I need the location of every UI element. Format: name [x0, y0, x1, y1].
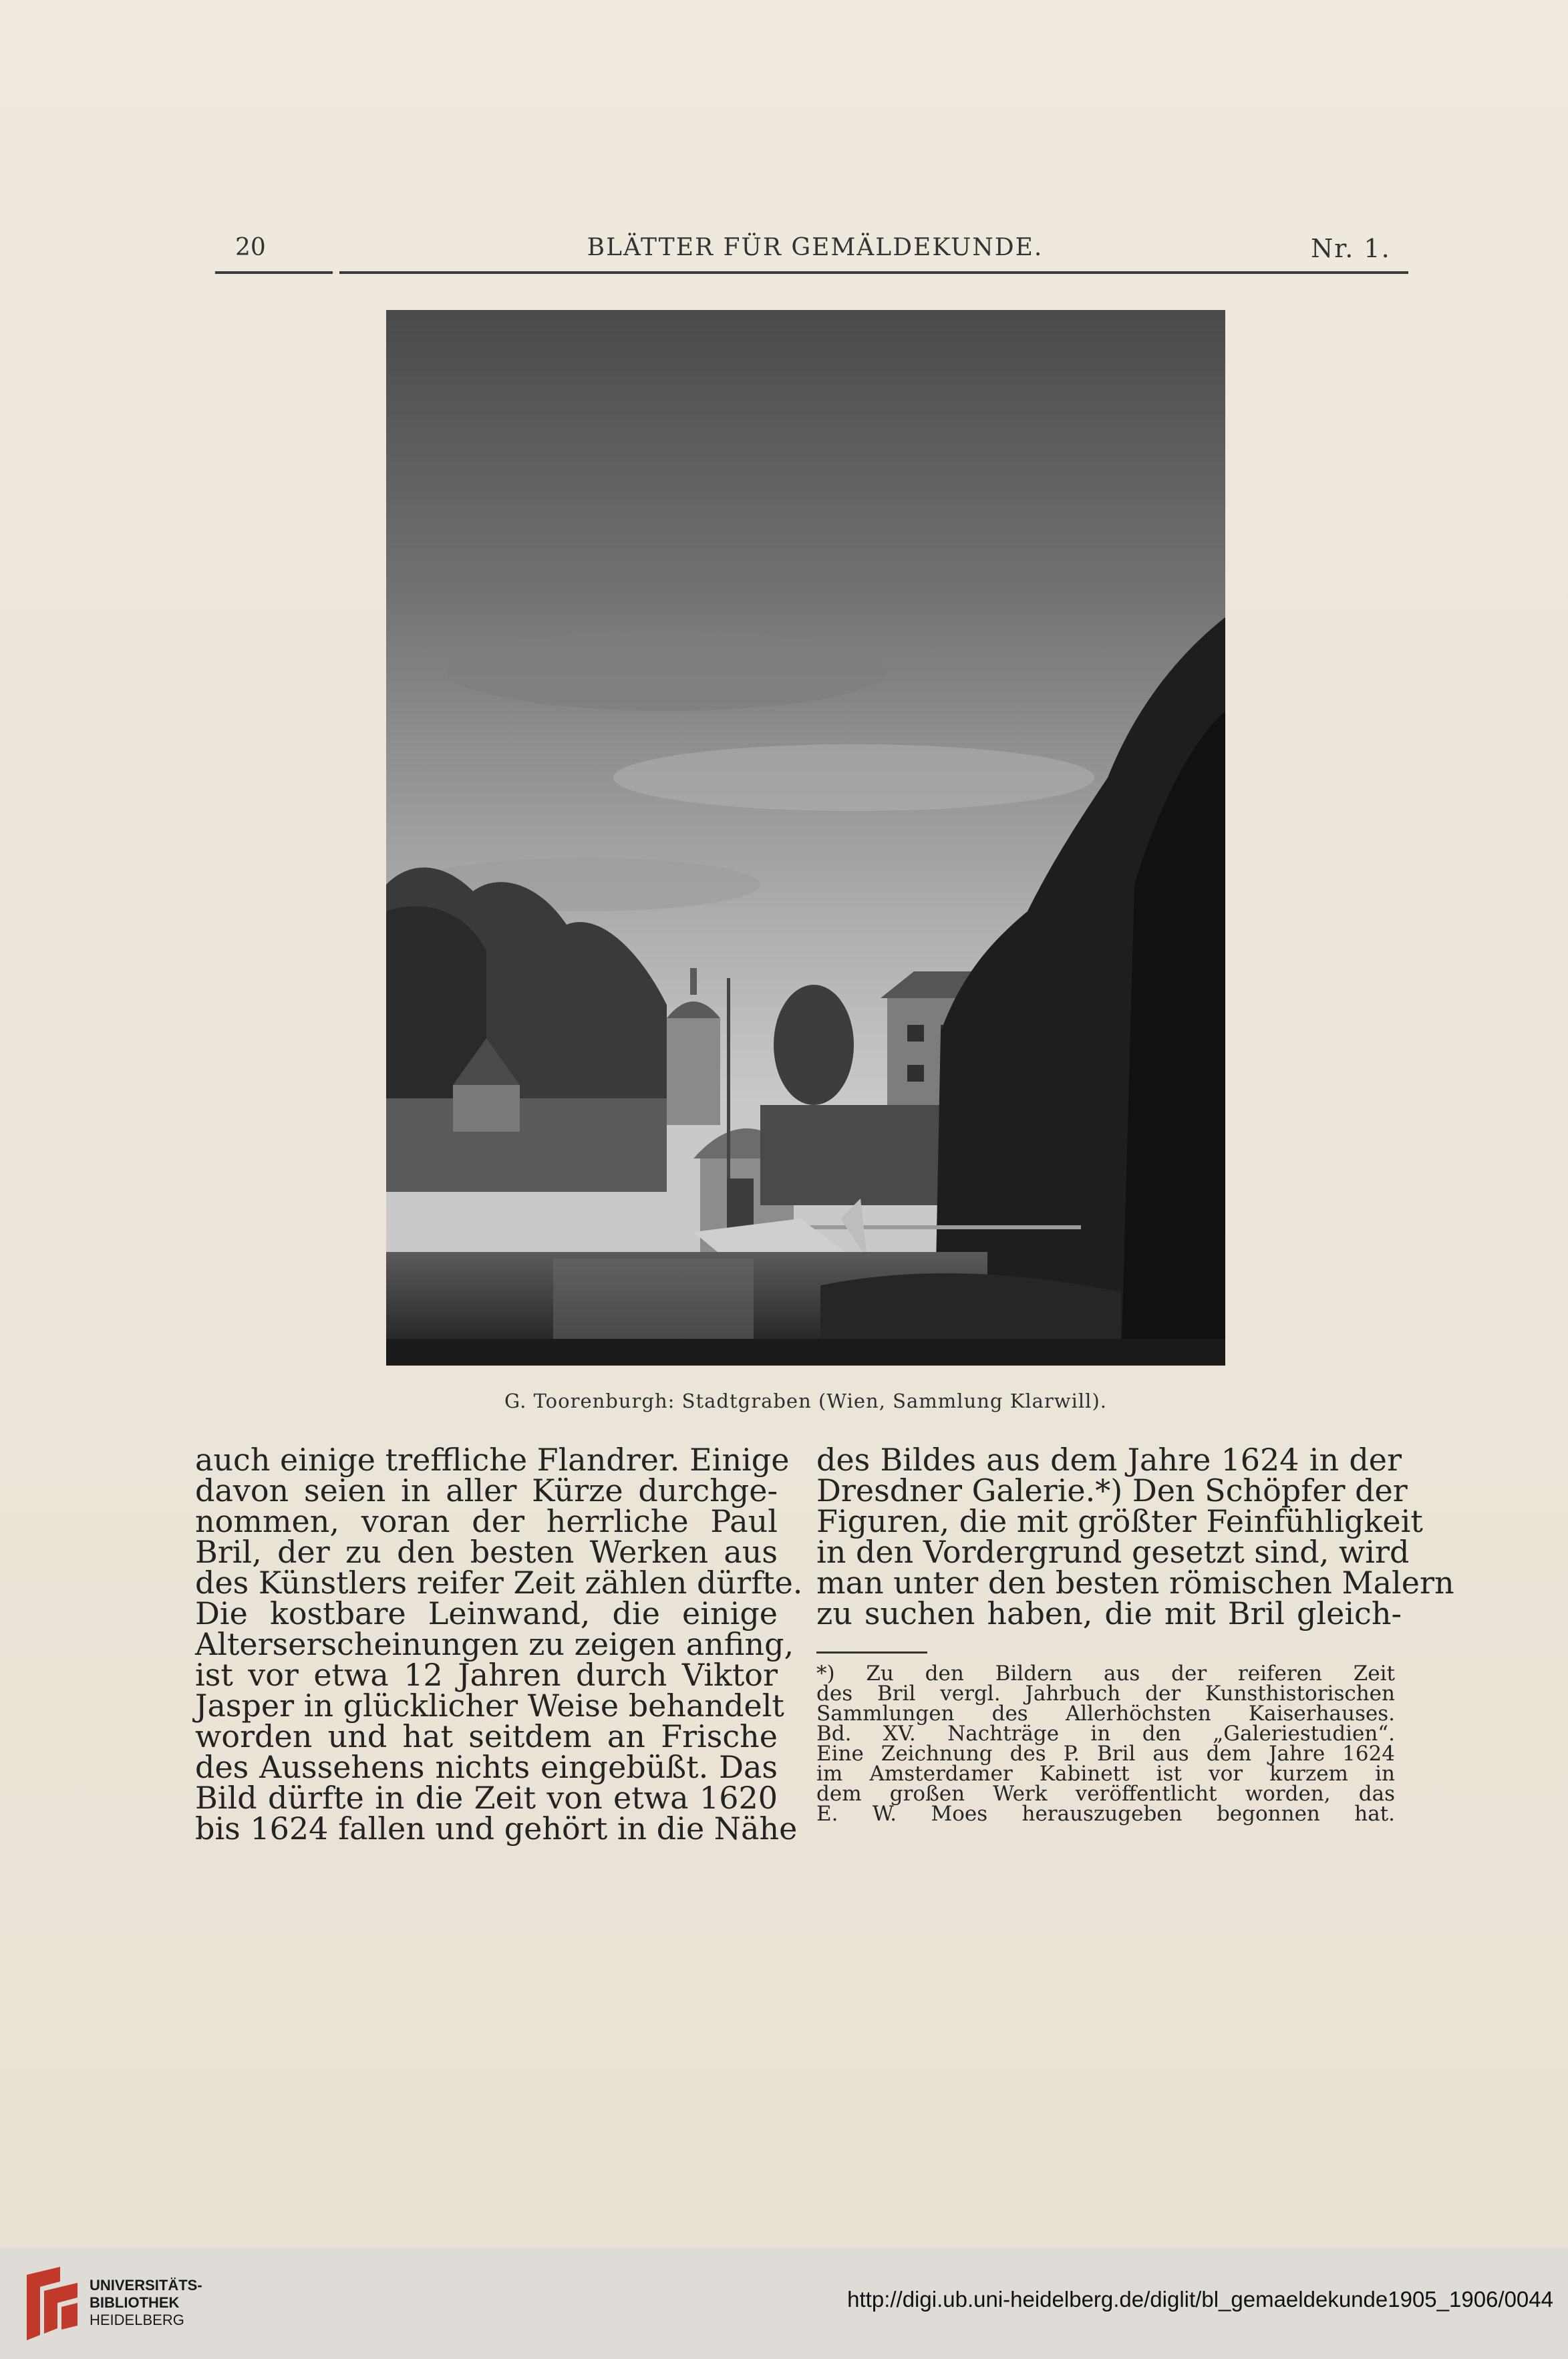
footnote-line: Bd. XV. Nachträge in den „Galeriestudien“. [816, 1722, 1395, 1746]
library-logo-icon[interactable] [20, 2261, 84, 2346]
text-line: Bild dürfte in die Zeit von etwa 1620 [195, 1780, 778, 1816]
text-line: auch einige treffliche Flandrer. Einige [195, 1442, 790, 1478]
text-line: Die kostbare Leinwand, die einige [195, 1595, 778, 1631]
footnote-line: Eine Zeichnung des P. Bril aus dem Jahre 1624 [816, 1742, 1395, 1766]
footnote-line: *) Zu den Bildern aus der reiferen Zeit [816, 1662, 1395, 1686]
running-title: BLÄTTER FÜR GEMÄLDEKUNDE. [587, 234, 1044, 261]
text-line: davon seien in aller Kürze durchge- [195, 1472, 778, 1509]
text-line: des Bildes aus dem Jahre 1624 in der [816, 1442, 1402, 1478]
source-url-link[interactable]: http://digi.ub.uni-heidelberg.de/diglit/bl_gemaeldekunde1905_1906/0044 [847, 2287, 1553, 2312]
text-line: Dresdner Galerie.*) Den Schöpfer der [816, 1472, 1408, 1509]
page-number: 20 [235, 234, 266, 261]
text-line: Alterserscheinungen zu zeigen anfing, [195, 1626, 794, 1662]
footnote-rule [816, 1652, 927, 1654]
digitization-footer [0, 2248, 1568, 2359]
text-line: bis 1624 fallen und gehört in die Nähe [195, 1811, 798, 1847]
text-line: ist vor etwa 12 Jahren durch Viktor [195, 1657, 778, 1693]
footnote-line: dem großen Werk veröffentlicht worden, das [816, 1782, 1395, 1806]
header-rule-right [339, 271, 1408, 274]
text-line: nommen, voran der herrliche Paul [195, 1503, 778, 1539]
text-line: man unter den besten römischen Malern [816, 1565, 1454, 1601]
text-column-right [816, 1442, 1454, 1631]
footnote-line: des Bril vergl. Jahrbuch der Kunsthistorischen [816, 1682, 1395, 1706]
issue-number: Nr. 1. [1311, 234, 1391, 263]
library-name-line: BIBLIOTHEK [90, 2294, 180, 2311]
text-line: worden und hat seitdem an Frische [195, 1718, 778, 1754]
text-line: Bril, der zu den besten Werken aus [195, 1534, 778, 1570]
figure-caption: G. Toorenburgh: Stadtgraben (Wien, Sammlung Klarwill). [504, 1390, 1107, 1412]
footnote [816, 1664, 1395, 1824]
library-name-line: HEIDELBERG [90, 2312, 184, 2328]
text-column-left [195, 1442, 803, 1847]
header-rule-left [215, 271, 333, 274]
library-name-line: UNIVERSITÄTS- [90, 2277, 202, 2294]
footnote-line: Sammlungen des Allerhöchsten Kaiserhauses. [816, 1702, 1395, 1726]
text-line: des Künstlers reifer Zeit zählen dürfte. [195, 1565, 803, 1601]
text-line: zu suchen haben, die mit Bril gleich- [816, 1595, 1402, 1631]
painting-image [386, 310, 1225, 1366]
text-line: Figuren, die mit größter Feinfühligkeit [816, 1503, 1423, 1539]
footnote-line: im Amsterdamer Kabinett ist vor kurzem in [816, 1762, 1395, 1786]
footnote-line: E. W. Moes herauszugeben begonnen hat. [816, 1802, 1395, 1826]
painting-reproduction [386, 310, 1225, 1366]
text-line: Jasper in glücklicher Weise behandelt [195, 1688, 784, 1724]
text-line: des Aussehens nichts eingebüßt. Das [195, 1749, 778, 1785]
text-line: in den Vordergrund gesetzt sind, wird [816, 1534, 1410, 1570]
library-name [90, 2277, 202, 2329]
